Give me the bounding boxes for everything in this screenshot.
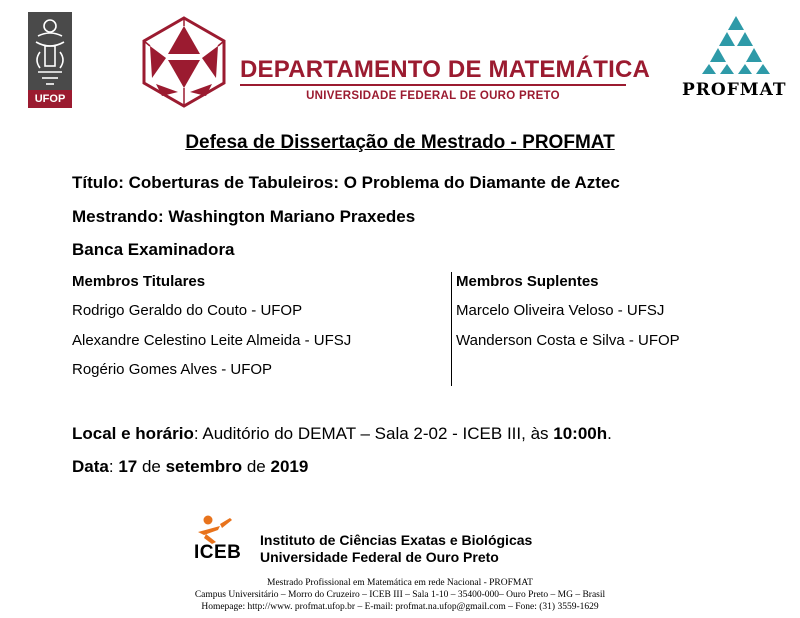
iceb-text	[260, 532, 532, 566]
date-de: de	[242, 457, 271, 476]
suplentes-heading: Membros Suplentes	[456, 273, 599, 290]
profmat-triangles-icon	[692, 16, 780, 74]
institute-name: Instituto de Ciências Exatas e Biológicas	[260, 532, 533, 548]
time-value: 10:00h	[553, 424, 608, 443]
titular-member: Rodrigo Geraldo do Couto - UFOP	[72, 302, 303, 319]
titular-member: Alexandre Celestino Leite Almeida - UFSJ	[72, 332, 352, 349]
location-time	[72, 424, 612, 444]
location-end: .	[607, 424, 612, 443]
profmat-label: PROFMAT	[682, 80, 787, 100]
date-sep: :	[108, 457, 119, 476]
date-de: de	[137, 457, 166, 476]
footer-contact: Homepage: http://www. profmat.ufop.br – E-mail: profmat.na.ufop@gmail.com – Fone: (31) 3559-1629	[201, 602, 599, 612]
footer-address: Campus Universitário – Morro do Cruzeiro – ICEB III – Sala 1-10 – 35400-000– Ouro Preto – MG – Brasil	[194, 590, 606, 600]
footer-university: Universidade Federal de Ouro Preto	[260, 549, 499, 565]
titulares-heading: Membros Titulares	[72, 273, 206, 290]
university-subtitle: UNIVERSIDADE FEDERAL DE OURO PRETO	[306, 90, 560, 102]
date-label: Data	[72, 457, 109, 476]
date-line	[72, 457, 308, 477]
date-month: setembro	[165, 457, 243, 476]
department-title: DEPARTAMENTO DE MATEMÁTICA	[240, 56, 651, 83]
document-title: Defesa de Dissertação de Mestrado - PROFMAT	[185, 132, 615, 153]
suplente-member: Wanderson Costa e Silva - UFOP	[456, 332, 680, 349]
department-divider	[240, 84, 626, 86]
student-name: Mestrando: Washington Mariano Praxedes	[72, 207, 416, 226]
iceb-logo	[194, 514, 254, 564]
ufop-logo	[28, 12, 72, 108]
column-divider	[451, 272, 452, 386]
demat-icosahedron-icon	[138, 16, 230, 108]
iceb-label: ICEB	[194, 542, 242, 563]
date-year: 2019	[270, 457, 309, 476]
ufop-label: UFOP	[28, 90, 72, 108]
footer-program: Mestrado Profissional em Matemática em rede Nacional - PROFMAT	[267, 578, 533, 588]
location-label: Local e horário	[72, 424, 194, 443]
location-text: : Auditório do DEMAT – Sala 2-02 - ICEB III, às	[193, 424, 554, 443]
committee-heading: Banca Examinadora	[72, 240, 235, 259]
ufop-crest-icon	[28, 12, 72, 90]
dissertation-title: Título: Coberturas de Tabuleiros: O Problema do Diamante de Aztec	[72, 173, 620, 192]
date-day: 17	[118, 457, 138, 476]
titular-member: Rogério Gomes Alves - UFOP	[72, 361, 273, 378]
suplente-member: Marcelo Oliveira Veloso - UFSJ	[456, 302, 665, 319]
